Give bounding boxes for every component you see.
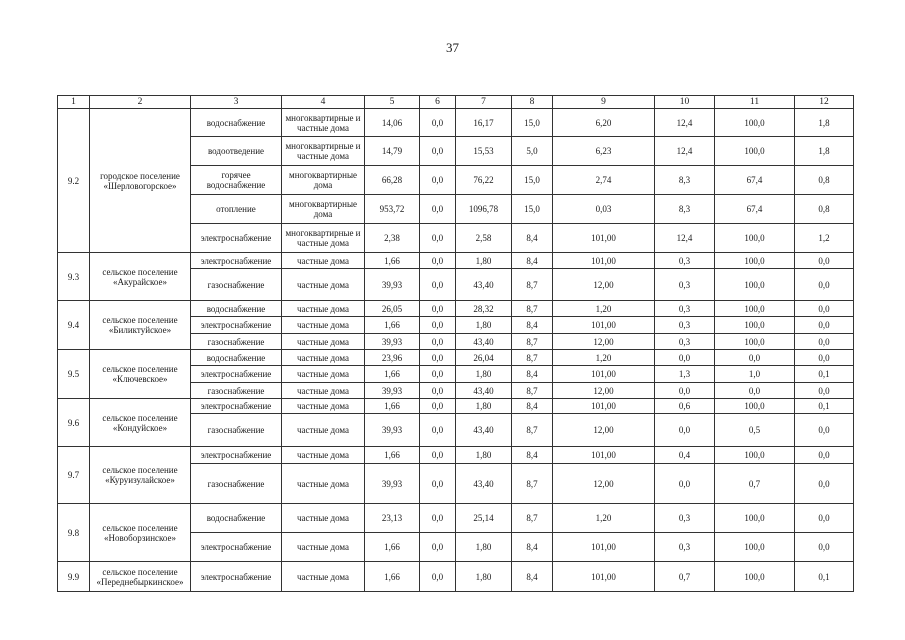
value-cell: 0,0 [795, 253, 854, 269]
consumer-cell: частные дома [282, 533, 365, 562]
consumer-cell: частные дома [282, 350, 365, 366]
value-cell: 100,0 [715, 562, 795, 592]
value-cell: 101,00 [553, 224, 655, 253]
value-cell: 0,0 [420, 137, 456, 166]
value-cell: 1,3 [655, 366, 715, 383]
value-cell: 23,96 [365, 350, 420, 366]
value-cell: 0,7 [715, 464, 795, 504]
service-cell: электроснабжение [191, 366, 282, 383]
value-cell: 1,66 [365, 533, 420, 562]
value-cell: 0,0 [420, 253, 456, 269]
value-cell: 0,0 [420, 350, 456, 366]
value-cell: 39,93 [365, 464, 420, 504]
col-header: 4 [282, 96, 365, 109]
group-number-cell: 9.3 [58, 253, 90, 301]
service-cell: газоснабжение [191, 383, 282, 399]
value-cell: 0,7 [655, 562, 715, 592]
value-cell: 67,4 [715, 195, 795, 224]
value-cell: 15,0 [512, 166, 553, 195]
value-cell: 0,0 [655, 383, 715, 399]
col-header: 7 [456, 96, 512, 109]
value-cell: 23,13 [365, 504, 420, 533]
value-cell: 100,0 [715, 224, 795, 253]
value-cell: 2,58 [456, 224, 512, 253]
value-cell: 0,0 [795, 301, 854, 317]
value-cell: 1,80 [456, 399, 512, 414]
value-cell: 8,4 [512, 562, 553, 592]
value-cell: 8,7 [512, 301, 553, 317]
value-cell: 1,8 [795, 137, 854, 166]
value-cell: 0,5 [715, 414, 795, 447]
col-header: 2 [90, 96, 191, 109]
value-cell: 8,7 [512, 504, 553, 533]
value-cell: 0,8 [795, 195, 854, 224]
service-cell: водоснабжение [191, 109, 282, 137]
value-cell: 39,93 [365, 414, 420, 447]
value-cell: 100,0 [715, 334, 795, 350]
consumer-cell: многоквартирные дома [282, 166, 365, 195]
value-cell: 0,0 [655, 464, 715, 504]
value-cell: 0,0 [715, 350, 795, 366]
value-cell: 67,4 [715, 166, 795, 195]
value-cell: 15,0 [512, 109, 553, 137]
value-cell: 0,0 [795, 533, 854, 562]
settlement-name-cell: городское поселение «Шерловогорское» [90, 109, 191, 253]
group-number-cell: 9.8 [58, 504, 90, 562]
settlement-name-cell: сельское поселение «Куруизулайское» [90, 447, 191, 504]
value-cell: 101,00 [553, 562, 655, 592]
value-cell: 2,38 [365, 224, 420, 253]
value-cell: 1,80 [456, 447, 512, 464]
consumer-cell: частные дома [282, 253, 365, 269]
value-cell: 39,93 [365, 334, 420, 350]
value-cell: 1,66 [365, 399, 420, 414]
service-cell: электроснабжение [191, 253, 282, 269]
value-cell: 0,0 [420, 399, 456, 414]
value-cell: 100,0 [715, 447, 795, 464]
settlement-name-cell: сельское поселение «Переднебыркинское» [90, 562, 191, 592]
consumer-cell: частные дома [282, 383, 365, 399]
value-cell: 0,0 [795, 317, 854, 334]
group-number-cell: 9.6 [58, 399, 90, 447]
value-cell: 0,3 [655, 317, 715, 334]
value-cell: 1096,78 [456, 195, 512, 224]
value-cell: 1,20 [553, 301, 655, 317]
value-cell: 1,20 [553, 504, 655, 533]
value-cell: 0,0 [420, 533, 456, 562]
value-cell: 0,0 [795, 504, 854, 533]
value-cell: 12,4 [655, 137, 715, 166]
value-cell: 1,80 [456, 253, 512, 269]
value-cell: 28,32 [456, 301, 512, 317]
value-cell: 43,40 [456, 414, 512, 447]
col-header: 6 [420, 96, 456, 109]
value-cell: 43,40 [456, 464, 512, 504]
value-cell: 0,0 [655, 350, 715, 366]
consumer-cell: частные дома [282, 301, 365, 317]
value-cell: 0,0 [420, 317, 456, 334]
value-cell: 12,00 [553, 334, 655, 350]
table-row [58, 447, 854, 464]
consumer-cell: многоквартирные и частные дома [282, 109, 365, 137]
value-cell: 1,2 [795, 224, 854, 253]
value-cell: 0,0 [420, 109, 456, 137]
table-row [58, 399, 854, 414]
value-cell: 15,53 [456, 137, 512, 166]
value-cell: 100,0 [715, 253, 795, 269]
header-row [58, 96, 854, 109]
value-cell: 26,04 [456, 350, 512, 366]
value-cell: 0,0 [420, 301, 456, 317]
value-cell: 12,00 [553, 464, 655, 504]
value-cell: 101,00 [553, 533, 655, 562]
value-cell: 0,0 [420, 464, 456, 504]
value-cell: 76,22 [456, 166, 512, 195]
value-cell: 0,0 [655, 414, 715, 447]
value-cell: 0,0 [795, 269, 854, 301]
settlement-name-cell: сельское поселение «Новоборзинское» [90, 504, 191, 562]
table-row [58, 109, 854, 137]
consumer-cell: многоквартирные и частные дома [282, 224, 365, 253]
table-row [58, 562, 854, 592]
consumer-cell: частные дома [282, 504, 365, 533]
settlement-name-cell: сельское поселение «Акурайское» [90, 253, 191, 301]
value-cell: 100,0 [715, 137, 795, 166]
value-cell: 8,7 [512, 350, 553, 366]
col-header: 5 [365, 96, 420, 109]
value-cell: 101,00 [553, 317, 655, 334]
consumer-cell: частные дома [282, 447, 365, 464]
value-cell: 8,7 [512, 269, 553, 301]
value-cell: 100,0 [715, 399, 795, 414]
value-cell: 0,0 [420, 269, 456, 301]
service-cell: электроснабжение [191, 224, 282, 253]
value-cell: 8,7 [512, 464, 553, 504]
value-cell: 8,4 [512, 533, 553, 562]
value-cell: 0,3 [655, 504, 715, 533]
consumer-cell: частные дома [282, 366, 365, 383]
value-cell: 0,0 [715, 383, 795, 399]
value-cell: 100,0 [715, 317, 795, 334]
service-cell: водоотведение [191, 137, 282, 166]
value-cell: 0,0 [420, 195, 456, 224]
consumer-cell: многоквартирные дома [282, 195, 365, 224]
service-cell: газоснабжение [191, 464, 282, 504]
value-cell: 0,0 [420, 504, 456, 533]
value-cell: 0,3 [655, 253, 715, 269]
value-cell: 101,00 [553, 253, 655, 269]
value-cell: 16,17 [456, 109, 512, 137]
value-cell: 12,00 [553, 269, 655, 301]
service-cell: электроснабжение [191, 533, 282, 562]
value-cell: 0,1 [795, 562, 854, 592]
value-cell: 8,4 [512, 253, 553, 269]
col-header: 3 [191, 96, 282, 109]
page-number: 37 [446, 40, 459, 55]
value-cell: 100,0 [715, 109, 795, 137]
value-cell: 14,79 [365, 137, 420, 166]
value-cell: 0,3 [655, 269, 715, 301]
col-header: 8 [512, 96, 553, 109]
group-number-cell: 9.9 [58, 562, 90, 592]
value-cell: 39,93 [365, 383, 420, 399]
value-cell: 0,0 [420, 447, 456, 464]
service-cell: водоснабжение [191, 504, 282, 533]
value-cell: 12,4 [655, 109, 715, 137]
value-cell: 0,0 [420, 414, 456, 447]
value-cell: 8,7 [512, 334, 553, 350]
value-cell: 8,7 [512, 383, 553, 399]
group-number-cell: 9.4 [58, 301, 90, 350]
value-cell: 0,0 [420, 334, 456, 350]
value-cell: 26,05 [365, 301, 420, 317]
group-number-cell: 9.5 [58, 350, 90, 399]
consumer-cell: частные дома [282, 269, 365, 301]
value-cell: 0,0 [795, 414, 854, 447]
value-cell: 43,40 [456, 383, 512, 399]
value-cell: 0,0 [420, 383, 456, 399]
value-cell: 1,8 [795, 109, 854, 137]
value-cell: 0,0 [420, 562, 456, 592]
value-cell: 43,40 [456, 334, 512, 350]
service-cell: газоснабжение [191, 414, 282, 447]
consumer-cell: частные дома [282, 334, 365, 350]
value-cell: 100,0 [715, 533, 795, 562]
value-cell: 43,40 [456, 269, 512, 301]
value-cell: 1,66 [365, 562, 420, 592]
value-cell: 101,00 [553, 447, 655, 464]
value-cell: 39,93 [365, 269, 420, 301]
value-cell: 0,0 [795, 334, 854, 350]
value-cell: 953,72 [365, 195, 420, 224]
value-cell: 100,0 [715, 269, 795, 301]
value-cell: 0,8 [795, 166, 854, 195]
value-cell: 8,4 [512, 399, 553, 414]
consumer-cell: частные дома [282, 562, 365, 592]
value-cell: 1,80 [456, 317, 512, 334]
service-cell: водоснабжение [191, 350, 282, 366]
value-cell: 8,4 [512, 317, 553, 334]
value-cell: 12,00 [553, 414, 655, 447]
value-cell: 0,6 [655, 399, 715, 414]
value-cell: 0,0 [795, 350, 854, 366]
value-cell: 8,4 [512, 366, 553, 383]
col-header: 10 [655, 96, 715, 109]
value-cell: 12,4 [655, 224, 715, 253]
group-number-cell: 9.2 [58, 109, 90, 253]
value-cell: 2,74 [553, 166, 655, 195]
value-cell: 25,14 [456, 504, 512, 533]
settlement-name-cell: сельское поселение «Биликтуйское» [90, 301, 191, 350]
value-cell: 0,0 [795, 383, 854, 399]
value-cell: 1,0 [715, 366, 795, 383]
service-cell: электроснабжение [191, 562, 282, 592]
tariff-table [57, 95, 854, 592]
value-cell: 8,4 [512, 224, 553, 253]
consumer-cell: частные дома [282, 464, 365, 504]
table-row [58, 504, 854, 533]
settlement-name-cell: сельское поселение «Кондуйское» [90, 399, 191, 447]
value-cell: 0,1 [795, 366, 854, 383]
consumer-cell: частные дома [282, 317, 365, 334]
consumer-cell: многоквартирные и частные дома [282, 137, 365, 166]
value-cell: 0,0 [420, 366, 456, 383]
value-cell: 8,3 [655, 166, 715, 195]
value-cell: 0,0 [420, 166, 456, 195]
value-cell: 66,28 [365, 166, 420, 195]
service-cell: отопление [191, 195, 282, 224]
value-cell: 0,0 [795, 447, 854, 464]
value-cell: 0,4 [655, 447, 715, 464]
value-cell: 0,0 [420, 224, 456, 253]
value-cell: 0,3 [655, 334, 715, 350]
service-cell: газоснабжение [191, 269, 282, 301]
service-cell: водоснабжение [191, 301, 282, 317]
value-cell: 1,66 [365, 447, 420, 464]
table-row [58, 253, 854, 269]
value-cell: 1,66 [365, 317, 420, 334]
value-cell: 14,06 [365, 109, 420, 137]
group-number-cell: 9.7 [58, 447, 90, 504]
service-cell: электроснабжение [191, 399, 282, 414]
value-cell: 0,1 [795, 399, 854, 414]
value-cell: 0,03 [553, 195, 655, 224]
settlement-name-cell: сельское поселение «Ключевское» [90, 350, 191, 399]
value-cell: 12,00 [553, 383, 655, 399]
value-cell: 100,0 [715, 504, 795, 533]
value-cell: 0,0 [795, 464, 854, 504]
table-row [58, 350, 854, 366]
value-cell: 0,3 [655, 533, 715, 562]
consumer-cell: частные дома [282, 399, 365, 414]
service-cell: горячее водоснабжение [191, 166, 282, 195]
col-header: 9 [553, 96, 655, 109]
value-cell: 100,0 [715, 301, 795, 317]
consumer-cell: частные дома [282, 414, 365, 447]
value-cell: 1,66 [365, 366, 420, 383]
value-cell: 1,20 [553, 350, 655, 366]
table-row [58, 301, 854, 317]
col-header: 1 [58, 96, 90, 109]
value-cell: 6,23 [553, 137, 655, 166]
service-cell: электроснабжение [191, 317, 282, 334]
value-cell: 8,4 [512, 447, 553, 464]
col-header: 12 [795, 96, 854, 109]
value-cell: 8,3 [655, 195, 715, 224]
value-cell: 101,00 [553, 399, 655, 414]
value-cell: 8,7 [512, 414, 553, 447]
value-cell: 1,80 [456, 533, 512, 562]
service-cell: газоснабжение [191, 334, 282, 350]
col-header: 11 [715, 96, 795, 109]
value-cell: 15,0 [512, 195, 553, 224]
value-cell: 0,3 [655, 301, 715, 317]
value-cell: 1,80 [456, 562, 512, 592]
value-cell: 1,80 [456, 366, 512, 383]
value-cell: 5,0 [512, 137, 553, 166]
service-cell: электроснабжение [191, 447, 282, 464]
value-cell: 101,00 [553, 366, 655, 383]
value-cell: 1,66 [365, 253, 420, 269]
value-cell: 6,20 [553, 109, 655, 137]
